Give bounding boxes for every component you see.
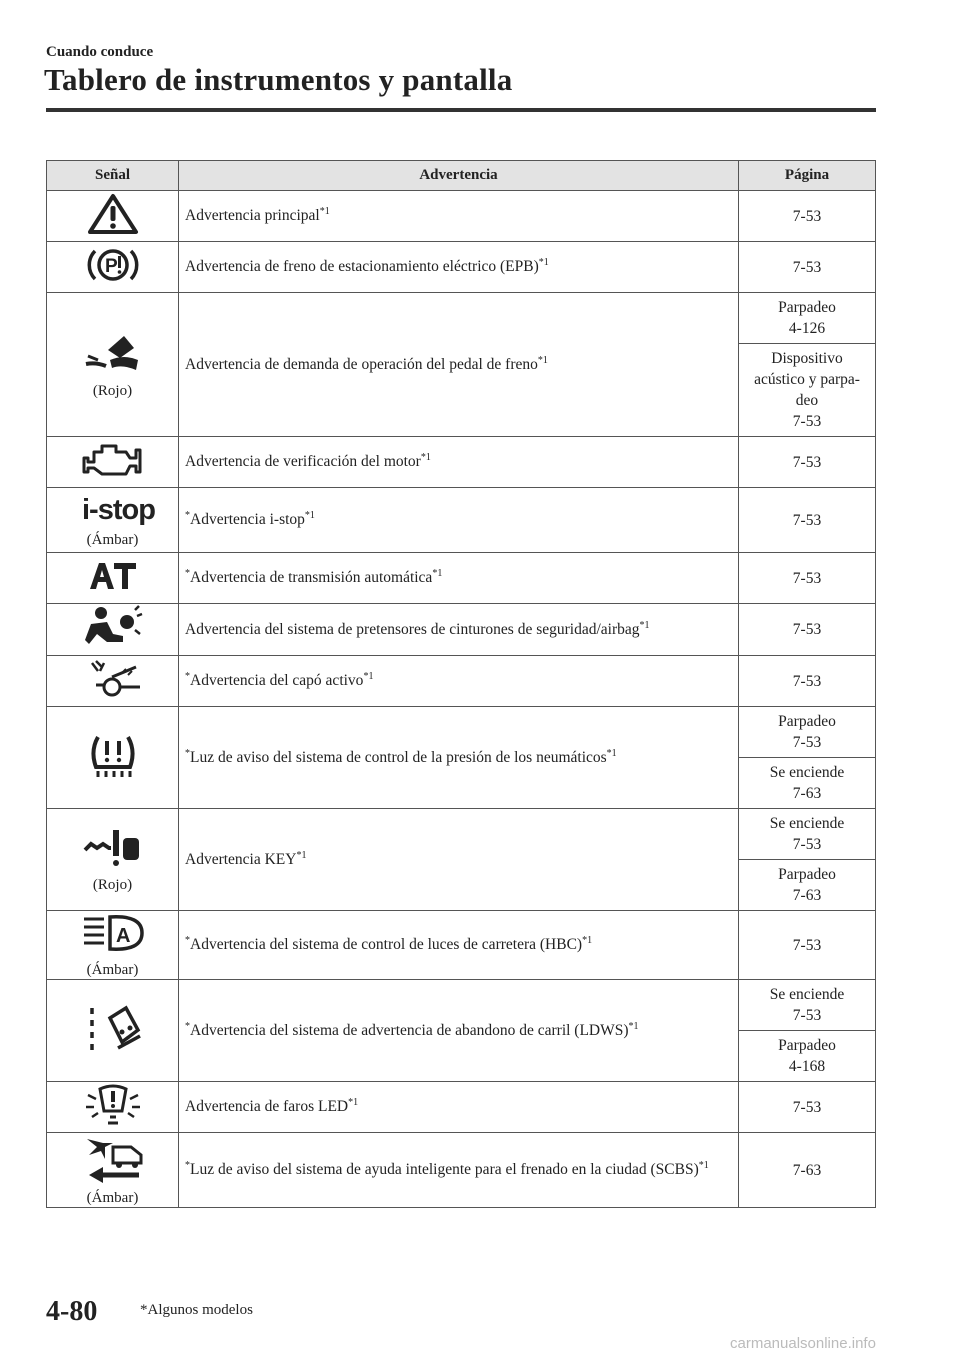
watermark: carmanualsonline.info (730, 1335, 876, 1352)
warning-cell (179, 809, 739, 911)
table-row (47, 809, 876, 860)
warning-cell (179, 242, 739, 293)
footnote: *Algunos modelos (140, 1302, 253, 1318)
footnote-ref: *1 (304, 510, 315, 521)
signal-cell (47, 809, 179, 911)
tire-pressure-icon (47, 731, 178, 784)
warning-text: Advertencia del sistema de pretensores de cinturones de seguridad/airbag (185, 620, 640, 638)
page-reference: 7-53 (739, 604, 876, 656)
warning-cell (179, 437, 739, 488)
active-bonnet-icon (47, 657, 178, 706)
page-reference: Parpadeo 4-168 (739, 1031, 876, 1082)
table-row (47, 437, 876, 488)
signal-cell (47, 911, 179, 980)
brake-pedal-warning-icon (47, 330, 178, 381)
footnote-ref: *1 (538, 257, 549, 268)
signal-cell (47, 1082, 179, 1133)
master-warning-icon (47, 192, 178, 241)
epb-warning-icon (47, 244, 178, 291)
page-reference: 7-53 (739, 1082, 876, 1133)
check-engine-icon (47, 438, 178, 487)
table-row (47, 191, 876, 242)
table-row (47, 656, 876, 707)
footnote-ref: *1 (628, 1020, 639, 1032)
table-row (47, 604, 876, 656)
warning-text: Advertencia de demanda de operación del pedal de freno (185, 355, 538, 373)
warning-text: Advertencia del sistema de control de luces de carretera (HBC) (190, 936, 583, 953)
warning-text: Advertencia principal (185, 207, 320, 224)
signal-cell (47, 980, 179, 1082)
signal-cell (47, 707, 179, 809)
footnote-ref: *1 (432, 568, 443, 579)
table-row (47, 242, 876, 293)
warning-cell (179, 707, 739, 809)
table-row (47, 553, 876, 604)
warning-cell (179, 1082, 739, 1133)
warning-cell (179, 911, 739, 980)
warning-text: Advertencia del sistema de advertencia de abandono de carril (LDWS) (190, 1021, 629, 1039)
signal-cell (47, 191, 179, 242)
page-reference: 7-53 (739, 437, 876, 488)
page-number: 4-80 (46, 1296, 98, 1327)
footnote-ref: *1 (319, 206, 330, 217)
signal-color-label: (Ámbar) (86, 962, 139, 978)
warning-cell (179, 488, 739, 553)
svg-text:i-stop: i-stop (81, 494, 155, 526)
footnote-ref: *1 (606, 747, 617, 759)
svg-text:A: A (115, 925, 130, 947)
some-models-marker: * (185, 747, 190, 759)
signal-color-label: (Ámbar) (86, 532, 139, 548)
some-models-marker: * (185, 1160, 190, 1171)
warning-text: Advertencia del capó activo (190, 672, 364, 689)
signal-cell (47, 656, 179, 707)
footnote-ref: *1 (698, 1160, 709, 1171)
page-reference: Se enciende 7-53 (739, 809, 876, 860)
signal-cell (47, 293, 179, 437)
signal-color-label: (Rojo) (92, 876, 133, 893)
signal-color-label: (Ámbar) (86, 1190, 139, 1206)
table-row (47, 1082, 876, 1133)
page-reference: 7-53 (739, 488, 876, 553)
footnote-ref: *1 (363, 671, 374, 682)
hbc-warning-icon (47, 911, 178, 960)
footnote-ref: *1 (348, 1097, 359, 1108)
page-reference: 7-63 (739, 1133, 876, 1208)
warning-table (46, 160, 876, 1208)
signal-cell (47, 604, 179, 656)
warning-cell (179, 191, 739, 242)
table-row (47, 980, 876, 1031)
section-label: Cuando conduce (46, 44, 154, 60)
warning-cell (179, 656, 739, 707)
col-page-header: Página (739, 161, 876, 191)
some-models-marker: * (185, 935, 190, 946)
warning-cell (179, 1133, 739, 1208)
footnote-ref: *1 (420, 452, 431, 463)
table-row (47, 293, 876, 344)
page-reference: 7-53 (739, 553, 876, 604)
scbs-warning-icon (47, 1133, 178, 1188)
i-stop-icon (47, 491, 178, 530)
warning-cell (179, 980, 739, 1082)
warning-text: Advertencia de transmisión automática (190, 569, 433, 586)
footnote-ref: *1 (537, 354, 548, 366)
airbag-warning-icon (47, 604, 178, 655)
warning-cell (179, 604, 739, 656)
col-signal-header: Señal (47, 161, 179, 191)
table-row (47, 1133, 876, 1208)
signal-cell (47, 488, 179, 553)
page-title: Tablero de instrumentos y pantalla (44, 62, 513, 97)
page-reference: 7-53 (739, 911, 876, 980)
led-headlight-warning-icon (47, 1083, 178, 1132)
signal-cell (47, 242, 179, 293)
table-row (47, 707, 876, 758)
warning-text: Advertencia de freno de estacionamiento eléctrico (EPB) (185, 258, 539, 275)
warning-text: Luz de aviso del sistema de ayuda inteligente para el frenado en la ciudad (SCBS) (190, 1161, 699, 1178)
footnote-ref: *1 (582, 935, 593, 946)
page-reference: 7-53 (739, 656, 876, 707)
warning-text: Advertencia de faros LED (185, 1098, 349, 1115)
signal-cell (47, 553, 179, 604)
automatic-transmission-icon (47, 561, 178, 596)
table-row (47, 488, 876, 553)
footnote-ref: *1 (296, 849, 307, 861)
warning-cell (179, 553, 739, 604)
page-reference: 7-53 (739, 191, 876, 242)
some-models-marker: * (185, 510, 190, 521)
warning-text: Advertencia i-stop (190, 511, 305, 528)
ldws-warning-icon (47, 1002, 178, 1059)
some-models-marker: * (185, 568, 190, 579)
page-reference: Se enciende 7-63 (739, 758, 876, 809)
some-models-marker: * (185, 1020, 190, 1032)
page-reference: Dispositivo acústico y parpa- deo 7-53 (739, 344, 876, 437)
title-rule (46, 108, 876, 112)
signal-cell (47, 437, 179, 488)
footnote-ref: *1 (639, 619, 650, 631)
page-reference: Se enciende 7-53 (739, 980, 876, 1031)
table-row (47, 911, 876, 980)
signal-cell (47, 1133, 179, 1208)
some-models-marker: * (185, 671, 190, 682)
warning-text: Advertencia KEY (185, 850, 297, 868)
page-reference: 7-53 (739, 242, 876, 293)
page-reference: Parpadeo 7-53 (739, 707, 876, 758)
warning-cell (179, 293, 739, 437)
svg-text:P: P (104, 255, 118, 277)
col-warning-header: Advertencia (179, 161, 739, 191)
table-header-row (47, 161, 876, 191)
signal-color-label: (Rojo) (92, 382, 133, 399)
page-reference: Parpadeo 7-63 (739, 860, 876, 911)
key-warning-icon (47, 826, 178, 875)
warning-text: Advertencia de verificación del motor (185, 453, 421, 470)
page-reference: Parpadeo 4-126 (739, 293, 876, 344)
warning-text: Luz de aviso del sistema de control de la presión de los neumáticos (190, 748, 607, 766)
